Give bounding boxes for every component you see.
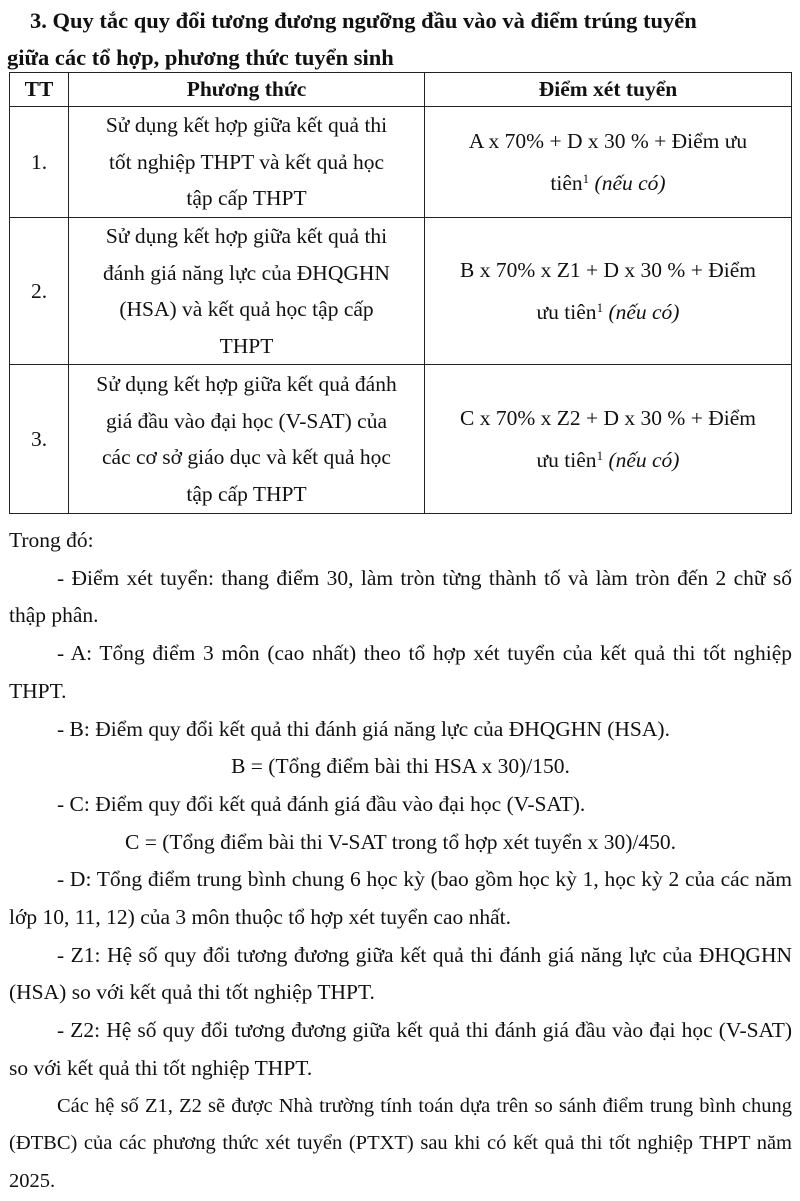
table-row bbox=[10, 218, 792, 365]
table-header-row bbox=[10, 73, 792, 107]
formula-priority-text: tiên bbox=[550, 171, 583, 195]
method-line: tập cấp THPT bbox=[186, 186, 307, 211]
note-a: - A: Tổng điểm 3 môn (cao nhất) theo tổ hợp xét tuyển của kết quả thi tốt nghiệp THPT. bbox=[9, 641, 792, 703]
score-formula-cell bbox=[425, 107, 792, 218]
explanation-notes bbox=[9, 522, 792, 1201]
formula-line-2 bbox=[425, 289, 791, 331]
header-method: Phương thức bbox=[69, 73, 425, 107]
formula-priority-text: ưu tiên bbox=[536, 448, 597, 472]
footnote-marker: 1 bbox=[596, 300, 604, 315]
note-b: - B: Điểm quy đổi kết quả thi đánh giá năng lực của ĐHQGHN (HSA). bbox=[57, 716, 670, 741]
method-line: tốt nghiệp THPT và kết quả học bbox=[108, 149, 385, 174]
note-z2: - Z2: Hệ số quy đổi tương đương giữa kết quả thi đánh giá đầu vào đại học (V-SAT) so với kết quả thi tốt nghiệp THPT. bbox=[9, 1018, 792, 1080]
formula-line-2 bbox=[425, 160, 791, 202]
score-formula-cell bbox=[425, 365, 792, 514]
method-line: Sử dụng kết hợp giữa kết quả thi bbox=[105, 113, 388, 138]
formula-condition: (nếu có) bbox=[608, 300, 680, 324]
section-heading-line-1: 3. Quy tắc quy đổi tương đương ngưỡng đầu vào và điểm trúng tuyển bbox=[30, 8, 697, 33]
method-line: giá đầu vào đại học (V-SAT) của bbox=[105, 408, 387, 433]
header-score: Điểm xét tuyển bbox=[425, 73, 792, 107]
table-row bbox=[10, 365, 792, 514]
method-cell bbox=[69, 107, 425, 218]
formula-line-2 bbox=[425, 437, 791, 479]
row-number: 1. bbox=[10, 107, 69, 218]
method-line: tập cấp THPT bbox=[186, 481, 307, 506]
footnote-marker: 1 bbox=[582, 171, 590, 186]
score-formula-cell bbox=[425, 218, 792, 365]
row-number: 3. bbox=[10, 365, 69, 514]
formula-condition: (nếu có) bbox=[608, 448, 680, 472]
method-line: các cơ sở giáo dục và kết quả học bbox=[102, 445, 391, 469]
formula-condition: (nếu có) bbox=[594, 171, 666, 195]
note-d: - D: Tổng điểm trung bình chung 6 học kỳ (bao gồm học kỳ 1, học kỳ 2 của các năm lớp 10, 11, 12) của 3 môn thuộc tổ hợp xét tuyển cao nhất. bbox=[9, 867, 792, 930]
method-line: (HSA) và kết quả học tập cấp bbox=[119, 297, 374, 321]
row-number: 2. bbox=[10, 218, 69, 365]
header-tt: TT bbox=[10, 73, 69, 107]
method-line: Sử dụng kết hợp giữa kết quả thi bbox=[105, 224, 388, 248]
method-line: THPT bbox=[219, 333, 274, 358]
method-line: Sử dụng kết hợp giữa kết quả đánh bbox=[96, 372, 397, 396]
section-heading-line-2: giữa các tổ hợp, phương thức tuyển sinh bbox=[7, 45, 394, 70]
formula-line: A x 70% + D x 30 % + Điểm ưu bbox=[468, 129, 748, 153]
table-row bbox=[10, 107, 792, 218]
formula-priority-text: ưu tiên bbox=[536, 300, 597, 324]
note-c: - C: Điểm quy đổi kết quả đánh giá đầu vào đại học (V-SAT). bbox=[57, 791, 586, 816]
note-diem-xet-tuyen: - Điểm xét tuyển: thang điểm 30, làm tròn từng thành tố và làm tròn đến 2 chữ số thập phân. bbox=[9, 565, 792, 628]
formula-line: B x 70% x Z1 + D x 30 % + Điểm bbox=[460, 258, 756, 282]
notes-intro: Trong đó: bbox=[9, 528, 94, 552]
method-line: đánh giá năng lực của ĐHQGHN bbox=[103, 260, 390, 285]
formula-b: B = (Tổng điểm bài thi HSA x 30)/150. bbox=[231, 754, 570, 779]
formula-c: C = (Tổng điểm bài thi V-SAT trong tổ hợp xét tuyển x 30)/450. bbox=[124, 829, 677, 854]
note-z1: - Z1: Hệ số quy đổi tương đương giữa kết quả thi đánh giá năng lực của ĐHQGHN (HSA) so với kết quả thi tốt nghiệp THPT. bbox=[9, 942, 792, 1005]
formula-line: C x 70% x Z2 + D x 30 % + Điểm bbox=[460, 406, 756, 430]
admission-methods-table bbox=[9, 72, 792, 514]
section-heading bbox=[7, 2, 795, 76]
method-cell bbox=[69, 365, 425, 514]
footnote-marker: 1 bbox=[596, 448, 604, 463]
method-cell bbox=[69, 218, 425, 365]
note-coefficients: Các hệ số Z1, Z2 sẽ được Nhà trường tính toán dựa trên so sánh điểm trung bình chung (ĐTBC) của các phương thức xét tuyển (PTXT) sau khi có kết quả thi tốt nghiệp THPT năm 2025. bbox=[9, 1094, 792, 1192]
